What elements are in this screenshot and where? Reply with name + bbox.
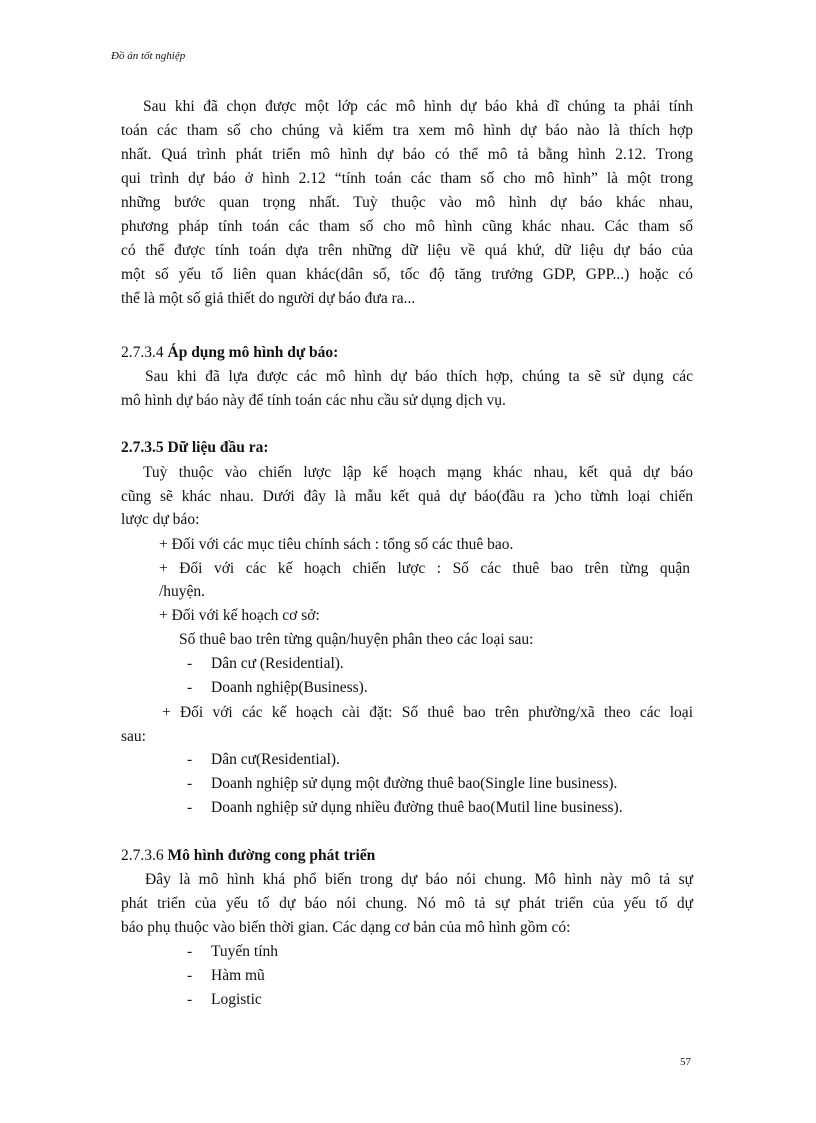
dash: - xyxy=(187,655,193,672)
intro-line-8: một số yếu tố liên quan khác(dân số, tốc độ tăng trưởng GDP, GPP...) hoặc có xyxy=(121,266,693,283)
dash: - xyxy=(187,775,193,792)
section-number: 2.7.3.4 xyxy=(121,344,164,361)
section-title: Mô hình đường cong phát triển xyxy=(167,847,376,864)
dash: - xyxy=(187,751,193,768)
section-heading-2-7-3-6 xyxy=(121,848,375,864)
bullet-strategic-cont: /huyện. xyxy=(159,583,206,600)
sec736-line-2: phát triển của yếu tố dự báo nói chung. Nó mô tả sự phát triển của yếu tố dự xyxy=(121,895,693,912)
section-number: 2.7.3.6 xyxy=(121,847,164,864)
intro-line-6: phương pháp tính toán các tham số cho mô hình cũng khác nhau. Các tham số xyxy=(121,218,693,235)
intro-line-4: qui trình dự báo ở hình 2.12 “tính toán các tham số cho mô hình” là một trong xyxy=(121,170,693,187)
dash: - xyxy=(187,967,193,984)
list-item: Dân cư(Residential). xyxy=(211,751,340,768)
bullet-policy: + Đối với các mục tiêu chính sách : tổng số các thuê bao. xyxy=(159,536,514,553)
intro-line-7: có thể được tính toán dựa trên những dữ liệu về quá khứ, dữ liệu dự báo của xyxy=(121,242,693,259)
sec734-line-2: mô hình dự báo này để tính toán các nhu cầu sử dụng dịch vụ. xyxy=(121,392,506,409)
list-item: Dân cư (Residential). xyxy=(211,655,344,672)
sec735-line-1: Tuỳ thuộc vào chiến lược lập kế hoạch mạng khác nhau, kết quả dự báo xyxy=(143,464,693,481)
page-number: 57 xyxy=(680,1056,691,1068)
section-heading-2-7-3-5: 2.7.3.5 Dữ liệu đầu ra: xyxy=(121,439,269,456)
list-item: Hàm mũ xyxy=(211,967,265,984)
dash: - xyxy=(187,679,193,696)
list-item: Doanh nghiệp sử dụng một đường thuê bao(Single line business). xyxy=(211,775,618,792)
dash: - xyxy=(187,991,193,1008)
intro-line-3: nhất. Quá trình phát triển mô hình dự báo có thể mô tả bằng hình 2.12. Trong xyxy=(121,146,693,163)
intro-line-2: toán các tham số cho chúng và kiểm tra xem mô hình dự báo nào là thích hợp xyxy=(121,122,693,139)
bullet-install: + Đối với các kế hoạch cài đặt: Số thuê bao trên phường/xã theo các loại xyxy=(162,704,693,721)
bullet-base: + Đối với kế hoạch cơ sở: xyxy=(159,607,320,624)
dash: - xyxy=(187,799,193,816)
sec735-line-3: lược dự báo: xyxy=(121,511,200,528)
bullet-install-cont: sau: xyxy=(121,728,146,745)
list-item: Doanh nghiệp(Business). xyxy=(211,679,368,696)
intro-line-5: những bước quan trọng nhất. Tuỳ thuộc vào mô hình dự báo khác nhau, xyxy=(121,194,693,211)
bullet-strategic: + Đối với các kế hoạch chiến lược : Số các thuê bao trên từng quận xyxy=(159,560,690,577)
page-header: Đồ án tốt nghiệp xyxy=(111,50,186,62)
sec734-line-1: Sau khi đã lựa được các mô hình dự báo thích hợp, chúng ta sẽ sử dụng các xyxy=(145,368,693,385)
list-item: Tuyến tính xyxy=(211,943,279,960)
list-item: Logistic xyxy=(211,991,262,1008)
intro-line-9: thể là một số giả thiết do người dự báo đưa ra... xyxy=(121,290,416,307)
section-title: Áp dụng mô hình dự báo: xyxy=(167,344,339,361)
sec736-line-3: báo phụ thuộc vào biến thời gian. Các dạng cơ bản của mô hình gồm có: xyxy=(121,919,571,936)
sec735-line-2: cũng sẽ khác nhau. Dưới đây là mẫu kết quả dự báo(đầu ra )cho từnh loại chiến xyxy=(121,488,693,505)
dash: - xyxy=(187,943,193,960)
section-heading-2-7-3-4 xyxy=(121,345,338,361)
bullet-base-sub: Số thuê bao trên từng quận/huyện phân theo các loại sau: xyxy=(179,631,534,648)
list-item: Doanh nghiệp sử dụng nhiều đường thuê bao(Mutil line business). xyxy=(211,799,623,816)
sec736-line-1: Đây là mô hình khá phổ biến trong dự báo nói chung. Mô hình này mô tả sự xyxy=(145,871,693,888)
intro-line-1: Sau khi đã chọn được một lớp các mô hình dự báo khả dĩ chúng ta phải tính xyxy=(143,98,693,115)
